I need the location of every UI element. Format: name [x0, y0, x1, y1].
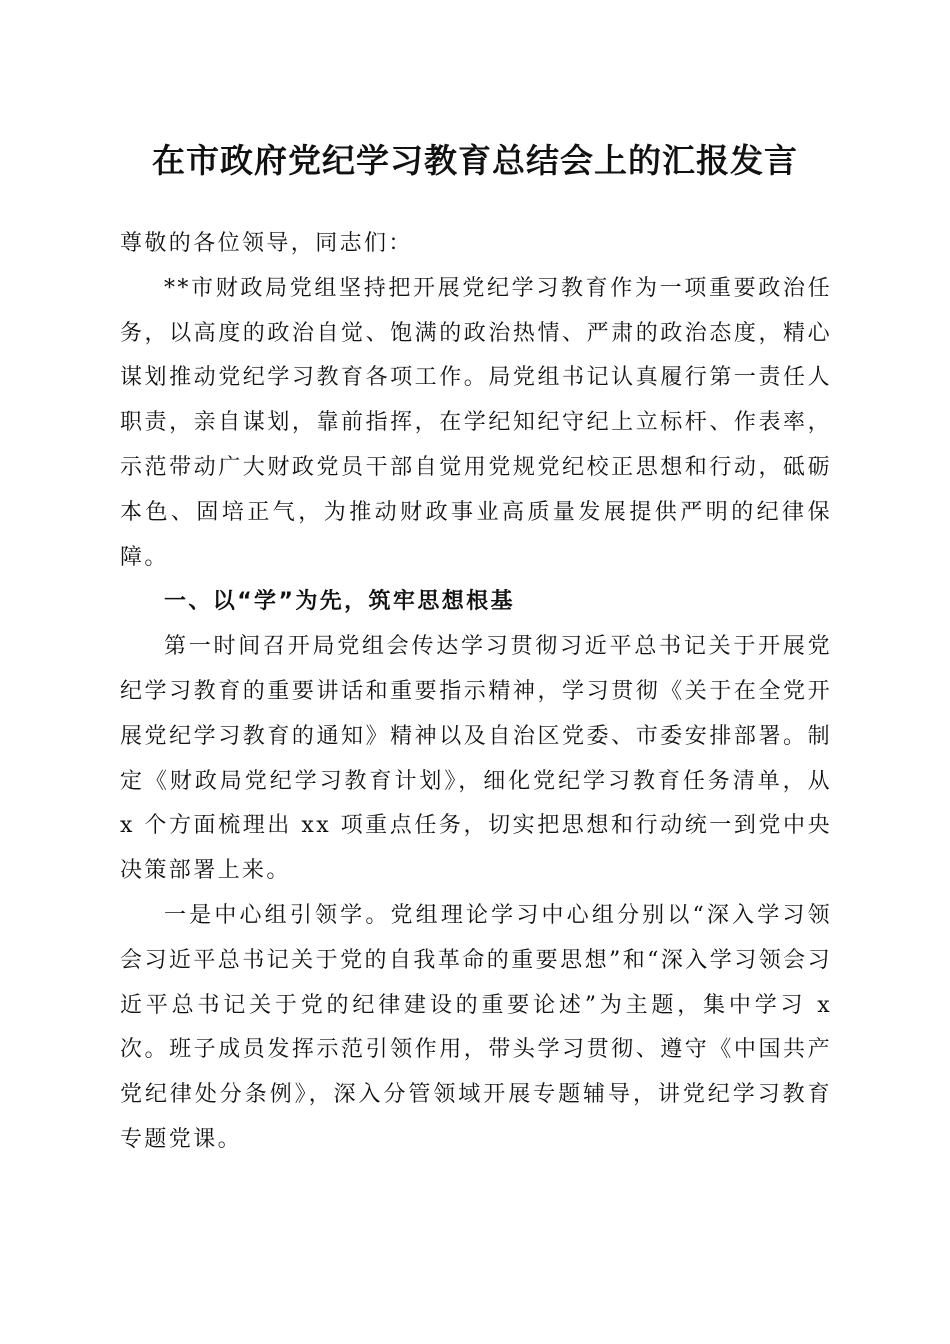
intro-paragraph: **市财政局党组坚持把开展党纪学习教育作为一项重要政治任务，以高度的政治自觉、饱满的政治热情、严肃的政治态度，精心谋划推动党纪学习教育各项工作。局党组书记认真履行第一责任人职责，亲自谋划，靠前指挥，在学纪知纪守纪上立标杆、作表率，示范带动广大财政党员干部自觉用党规党纪校正思想和行动，砥砺本色、固培正气，为推动财政事业高质量发展提供严明的纪律保障。: [120, 275, 832, 570]
section1-paragraph-1: 第一时间召开局党组会传达学习贯彻习近平总书记关于开展党纪学习教育的重要讲话和重要指示精神，学习贯彻《关于在全党开展党纪学习教育的通知》精神以及自治区党委、市委安排部署。制定《财政局党纪学习教育计划》，细化党纪学习教育任务清单，从 x 个方面梳理出 xx 项重点任务，切实把思想和行动统一到党中央决策部署上来。: [120, 634, 832, 884]
document-title: 在市政府党纪学习教育总结会上的汇报发言: [152, 141, 798, 180]
paragraph-body: 党组理论学习中心组分别以“深入学习领会习近平总书记关于党的自我革命的重要思想”和“深入学习领会习近平总书记关于党的纪律建设的重要论述”为主题，集中学习 x 次。班子成员发挥示范引领作用，带头学习贯彻、遵守《中国共产党纪律处分条例》，深入分管领域开展专题辅导，讲党纪学习教育专题党课。: [120, 902, 833, 1152]
document-body: [120, 222, 832, 1163]
paragraph-lead-in: 一是中心组引领学。: [164, 902, 391, 928]
section-heading-1: 一、以“学”为先，筑牢思想根基: [164, 589, 515, 615]
section1-paragraph-2: [120, 894, 832, 1163]
salutation: 尊敬的各位领导，同志们：: [120, 231, 413, 256]
